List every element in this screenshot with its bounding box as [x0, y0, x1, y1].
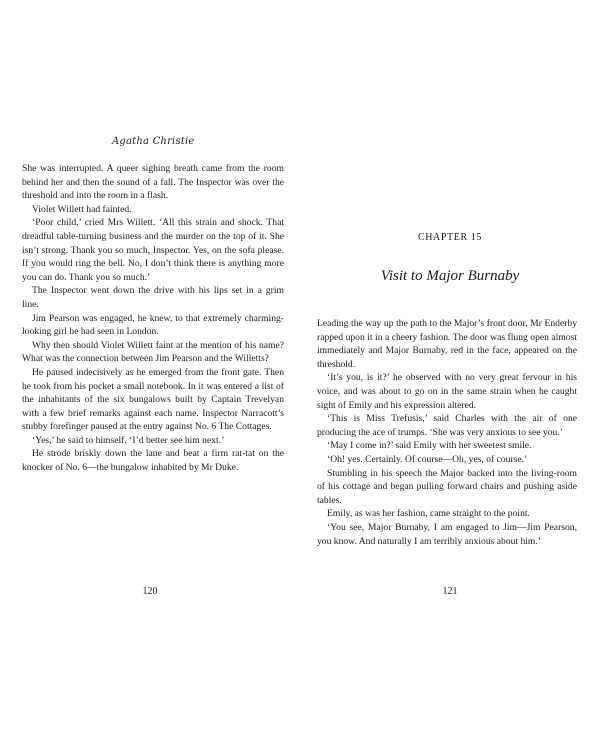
paragraph: ‘It’s you, is it?’ he observed with no very great fervour in his voice, and was about to go on in the same strain when he caught sight of Emily and his expression altered.	[317, 372, 577, 411]
paragraph: He strode briskly down the lane and beat a firm rat-tat on the knocker of No. 6—the bungalow inhabited by Mr Duke.	[22, 448, 284, 474]
paragraph: ‘You see, Major Burnaby, I am engaged to Jim—Jim Pearson, you know. And naturally I am terribly anxious about him.’	[317, 521, 577, 547]
paragraph: ‘Yes,’ he said to himself. ‘I’d better see him next.’	[32, 434, 225, 446]
paragraph: Leading the way up the path to the Major’s front door, Mr Enderby rapped upon it in a cheery fashion. The door was flung open almost immediately and Major Burnaby, red in the face, appeared on the threshold.	[317, 318, 577, 370]
paragraph: He paused indecisively as he emerged from the front gate. Then he took from his pocket a small notebook. In it was entered a list of the inhabitants of the six bungalows built by Captain Trevelyan with a few brief remarks against each name. Inspector Narracott’s stubby forefinger paused at the entry against No. 6 The Cottages.	[22, 366, 284, 433]
paragraph: Jim Pearson was engaged, he knew, to that extremely charming-looking girl he had seen in London.	[22, 312, 284, 338]
paragraph: The Inspector went down the drive with his lips set in a grim line.	[22, 285, 284, 310]
page-number-left: 120	[142, 586, 158, 597]
author-signature-header: Agatha Christie	[112, 136, 195, 147]
paragraph: Violet Willett had fainted.	[32, 203, 132, 215]
paragraph: Why then should Violet Willett faint at the mention of his name? What was the connection between Jim Pearson and the Willetts?	[22, 339, 284, 365]
paragraph: ‘Oh! yes. Certainly. Of course—Oh, yes, of course.’	[327, 453, 528, 465]
right-page	[300, 0, 600, 750]
paragraph: Emily, as was her fashion, came straight to the point.	[327, 508, 530, 520]
paragraph: Stumbling in his speech the Major backed into the living-room of his cottage and began pulling forward chairs and pushing aside tables.	[317, 467, 577, 506]
paragraph: ‘May I come in?’ said Emily with her sweetest smile.	[327, 440, 532, 452]
paragraph: ‘Poor child,’ cried Mrs Willett. ‘All this strain and shock. That dreadful table-turning business and the murder on the top of it. She isn’t strong. Thank you so much, Inspector. Yes, on the sofa please. If you would ring the bell. No, I don’t think there is anything more you can do. Thank you so much.’	[22, 217, 284, 283]
left-page-text	[22, 162, 284, 475]
paragraph: ‘This is Miss Trefusis,’ said Charles with the air of one producing the ace of trumps. ‘She was very anxious to see you.’	[317, 413, 577, 438]
chapter-label: CHAPTER 15	[417, 232, 483, 243]
right-page-text	[317, 317, 577, 548]
page-number-right: 121	[442, 586, 458, 597]
paragraph: She was interrupted. A queer sighing breath came from the room behind her and then the sound of a fall. The Inspector was over the threshold and into the room in a flash.	[22, 163, 284, 202]
chapter-title: Visit to Major Burnaby	[380, 268, 520, 284]
